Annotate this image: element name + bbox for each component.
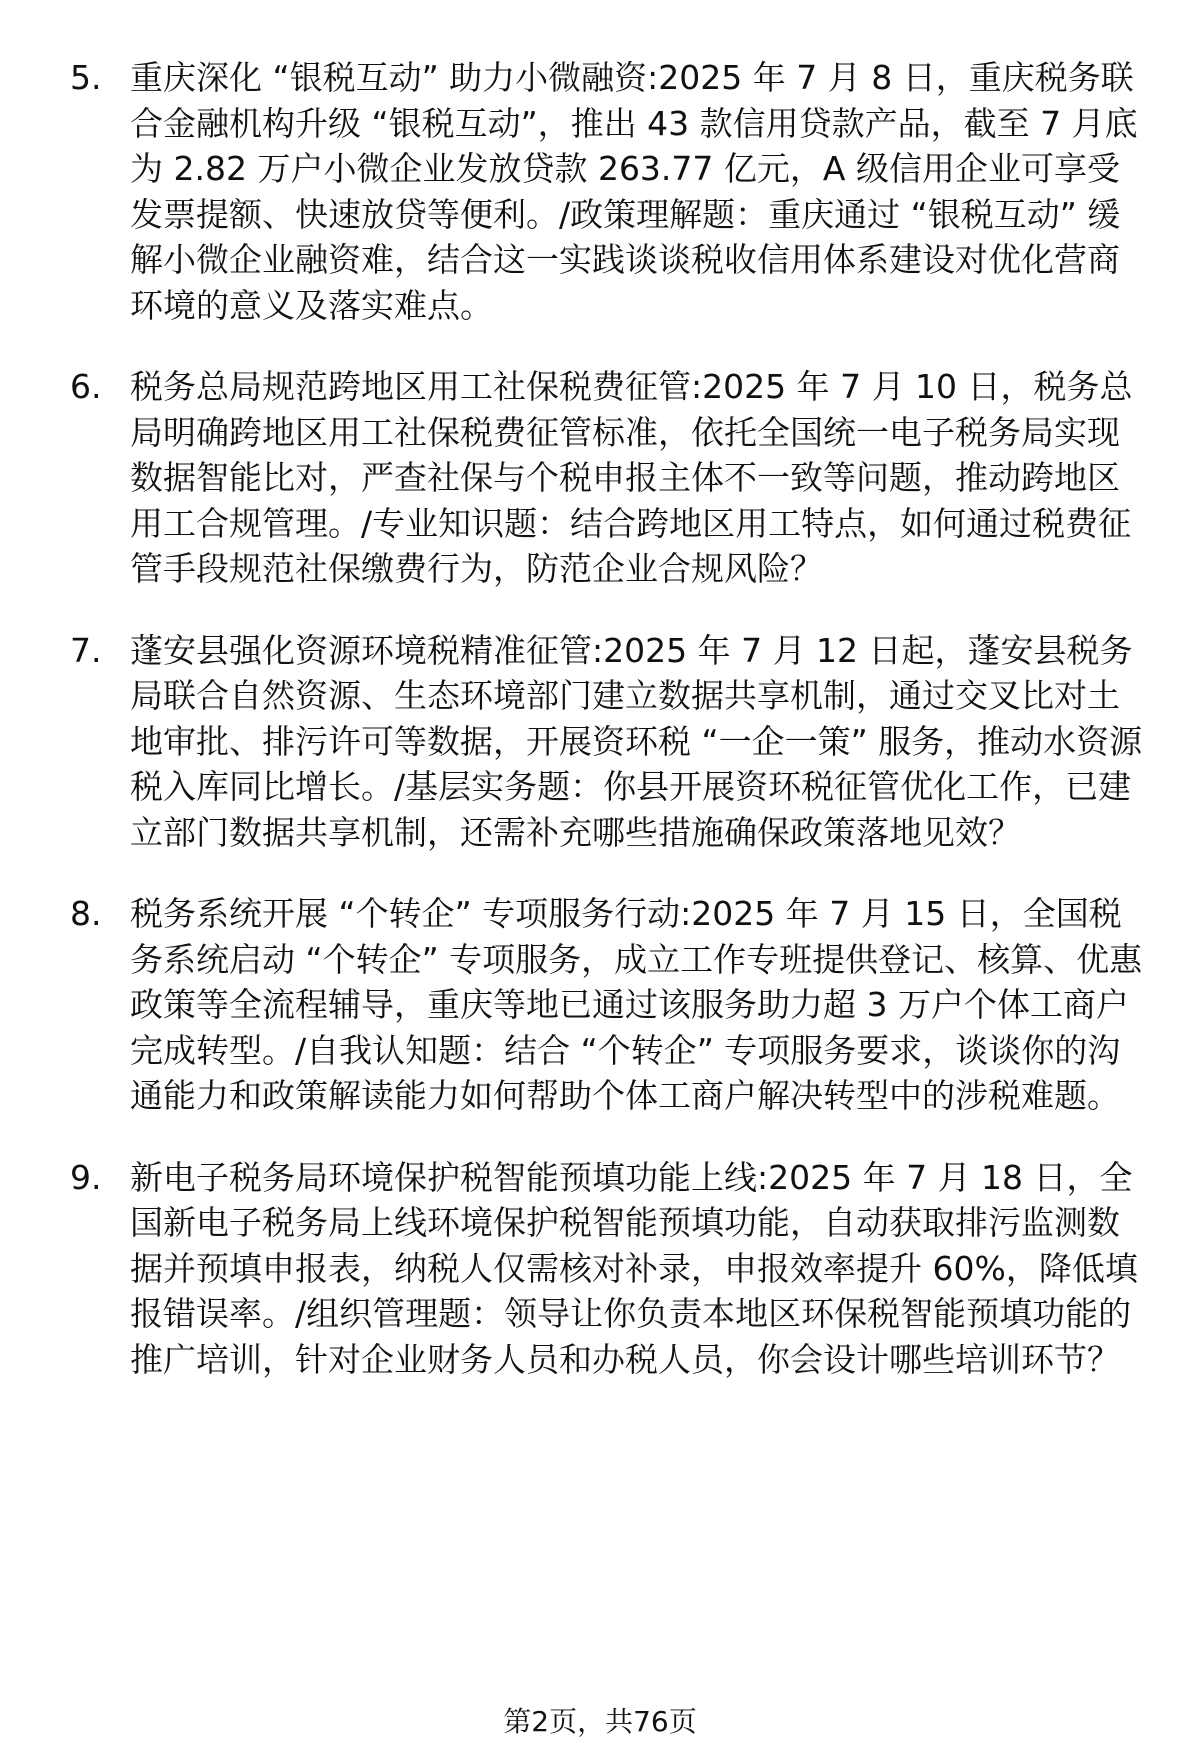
item-number: 8. (70, 894, 102, 933)
list-item (70, 628, 1150, 856)
list-item (70, 891, 1150, 1119)
item-number: 5. (70, 58, 102, 97)
item-number: 7. (70, 630, 102, 670)
item-text: 新电子税务局环境保护税智能预填功能上线:2025 年 7 月 18 日，全国新电子税务局上线环境保护税智能预填功能，自动获取排污监测数据并预填申报表，纳税人仅需核对补录，申报效率提升 60%，降低填报错误率。/组织管理题：领导让你负责本地区环保税智能预填功能的推广培训，针对企业财务人员和办税人员，你会设计哪些培训环节？ (130, 1157, 1138, 1379)
list-item (70, 364, 1150, 592)
item-text: 重庆深化 “银税互动” 助力小微融资:2025 年 7 月 8 日，重庆税务联合金融机构升级 “银税互动”，推出 43 款信用贷款产品，截至 7 月底为 2.82 万户小微企业发放贷款 263.77 亿元，A 级信用企业可享受发票提额、快速放贷等便利。/政策理解题：重庆通过 “银税互动” 缓解小微企业融资难，结合这一实践谈谈税收信用体系建设对优化营商环境的意义及落实难点。 (130, 58, 1138, 325)
list-item (70, 55, 1150, 328)
item-text: 税务系统开展 “个转企” 专项服务行动:2025 年 7 月 15 日，全国税务系统启动 “个转企” 专项服务，成立工作专班提供登记、核算、优惠政策等全流程辅导，重庆等地已通过该服务助力超 3 万户个体工商户完成转型。/自我认知题：结合 “个转企” 专项服务要求，谈谈你的沟通能力和政策解读能力如何帮助个体工商户解决转型中的涉税难题。 (130, 894, 1143, 1115)
item-text: 税务总局规范跨地区用工社保税费征管:2025 年 7 月 10 日，税务总局明确跨地区用工社保税费征管标准，依托全国统一电子税务局实现数据智能比对，严查社保与个税申报主体不一致等问题，推动跨地区用工合规管理。/专业知识题：结合跨地区用工特点，如何通过税费征管手段规范社保缴费行为，防范企业合规风险？ (130, 367, 1133, 588)
list-item (70, 1155, 1150, 1383)
item-number: 6. (70, 367, 102, 406)
item-text: 蓬安县强化资源环境税精准征管:2025 年 7 月 12 日起，蓬安县税务局联合自然资源、生态环境部门建立数据共享机制，通过交叉比对土地审批、排污许可等数据，开展资环税 “一企一策” 服务，推动水资源税入库同比增长。/基层实务题：你县开展资环税征管优化工作，已建立部门数据共享机制，还需补充哪些措施确保政策落地见效？ (130, 630, 1143, 852)
item-number: 9. (70, 1157, 102, 1197)
document-body (70, 55, 1150, 1418)
page-number: 第2页，共76页 (503, 1705, 697, 1738)
